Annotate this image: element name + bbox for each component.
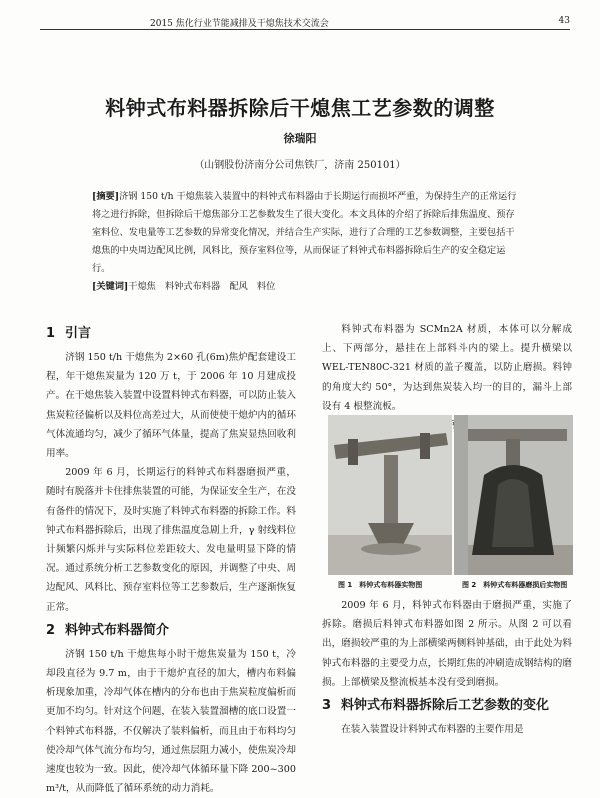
figure-1-caption: 图 1 料钟式布料器实物图	[338, 581, 423, 589]
figure-1-photo	[328, 415, 452, 575]
section-number: 1	[46, 326, 56, 341]
paragraph: 2009 年 6 月，长期运行的料钟式布料器磨损严重，随时有脱落并卡住排焦装置的可能，为保证安全生产，在没有备件的情况下，及时实施了料钟式布料器的拆除工作。料钟式布料器拆除后，出现了排焦温度急剧上升，γ 射线料位计频繁闪烁并与实际料位差距较大、发电量明显下降的情况。通过系统分析工艺参数变化的原因，并调整了中央、周边配风、风料比、预存室料位等工艺参数后，生产逐渐恢复正常。	[46, 467, 296, 613]
section-title: 料钟式布料器简介	[65, 622, 170, 638]
section-heading-1	[46, 322, 296, 346]
author: 徐瑞阳	[283, 132, 317, 145]
running-head-text: 2015 焦化行业节能减排及干熄焦技术交流会	[150, 19, 329, 29]
abstract-label: [摘要]	[92, 191, 120, 202]
left-column	[46, 320, 296, 798]
figure-2-caption: 图 2 料钟式布料器磨损后实物图	[462, 581, 568, 589]
bell-distributor-photo-icon	[328, 415, 452, 575]
running-head	[40, 14, 570, 30]
section-title: 料钟式布料器拆除后工艺参数的变化	[341, 698, 550, 714]
keywords	[92, 278, 522, 292]
paragraph: 在装入装置设计料钟式布料器的主要作用是	[341, 724, 524, 736]
abstract-text: 济钢 150 t/h 干熄焦装入装置中的料钟式布料器由于长期运行而损坏严重，为保持生产的正常运行将之进行拆除，但拆除后干熄焦部分工艺参数发生了很大变化。本文具体的介绍了拆除后排焦温度、预存室料位、发电量等工艺参数的异常变化情况，并结合生产实际，进行了合理的工艺参数调整，主要包括干熄焦的中央周边配风比例，风料比，预存室料位等，从而保证了料钟式布料器拆除后生产的安全稳定运行。	[92, 191, 517, 274]
worn-distributor-photo-icon	[454, 415, 573, 575]
abstract	[92, 188, 522, 278]
figures	[328, 415, 573, 575]
paper-title: 料钟式布料器拆除后干熄焦工艺参数的调整	[105, 96, 495, 120]
section-heading-3	[322, 694, 572, 718]
section-title: 引言	[65, 326, 92, 341]
section-heading-2	[46, 619, 296, 643]
keywords-text: 干熄焦 料钟式布料器 配风 料位	[128, 281, 276, 292]
paragraph: 2009 年 6 月，料钟式布料器由于磨损严重，实施了拆除。磨损后料钟式布料器如图 2 所示。从图 2 可以看出，磨损较严重的为上部横梁两侧料钟基础，由于此处为料钟式布料器的主要受力点，长期红焦的冲刷造成钢结构的磨损。上部横梁及整流板基本没有受到磨损。	[322, 600, 572, 688]
page-number: 43	[558, 16, 570, 26]
paragraph: 济钢 150 t/h 干熄焦为 2×60 孔(6m)焦炉配套建设工程，年干熄焦炭量为 120 万 t，于 2006 年 10 月建成投产。在干熄焦装入装置中设置料钟式布料器，可以防止装入焦炭粒径偏析以及料位高差过大，从而使使干熄炉内的循环气体流通均匀，减少了循环气体量，提高了焦炭显热回收利用率。	[46, 352, 296, 460]
figure-2-photo	[454, 415, 573, 575]
section-number: 2	[46, 622, 56, 638]
right-column-lower	[322, 596, 572, 739]
paragraph: 料钟式布料器为 SCMn2A 材质，本体可以分解成上、下两部分，悬挂在上部料斗内的梁上。提升横梁以 WEL-TEN80C-321 材质的盖子覆盖，以防止磨损。料钟的角度大约 50°，为达到焦炭装入均一的目的，漏斗上部设有 4 根整流板。	[322, 324, 572, 412]
paragraph: 济钢 150 t/h 干熄焦每小时干熄焦炭量为 150 t，冷却段直径为 9.7 m，由于干熄炉直径的加大，槽内布料偏析现象加重，冷却气体在槽内的分布也由于焦炭粒度偏析而更加不均匀。针对这个问题，在装入装置溜槽的底口设置一个料钟式布料器，不仅解决了装料偏析，而且由于布料均匀使冷却气体气流分布均匀，通过焦层阻力减小，使焦炭冷却速度也较为一致。因此，使冷却气体循环量下降 200~300 m³/t，从而降低了循环系统的动力消耗。	[46, 648, 296, 795]
section-number: 3	[322, 698, 332, 714]
affiliation: （山钢股份济南分公司焦铁厂，济南 250101）	[194, 160, 406, 171]
keywords-label: [关键词]	[92, 281, 129, 292]
